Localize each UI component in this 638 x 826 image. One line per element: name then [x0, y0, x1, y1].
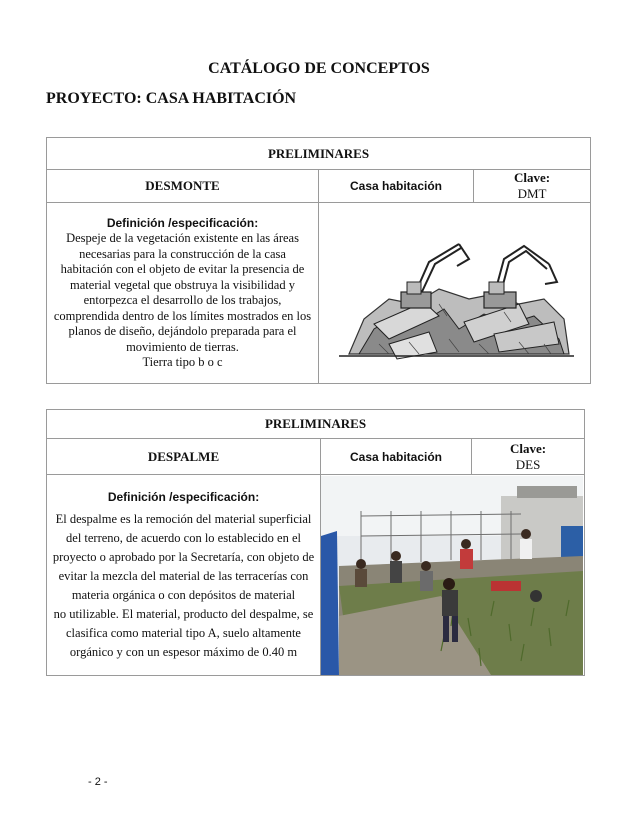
definition-line: material vegetal que obstruya la visibilidad y — [70, 277, 295, 292]
concept-name: DESMONTE — [47, 170, 319, 203]
concept-table-desmonte — [46, 137, 591, 384]
clave-value: DES — [515, 456, 541, 472]
definition-line: El despalme es la remoción del material superficial — [55, 512, 312, 526]
concept-definition — [47, 475, 321, 676]
project-title: PROYECTO: CASA HABITACIÓN — [46, 90, 297, 107]
definition-line: clasifica como material tipo A, suelo altamente — [66, 626, 301, 640]
definition-line: orgánico y con un espesor máximo de 0.40 m — [69, 645, 298, 659]
concept-definition — [47, 203, 319, 384]
definition-line: movimiento de tierras. — [126, 339, 239, 354]
clave-label: Clave: — [513, 170, 551, 185]
definition-line: planos de diseño, dejándolo preparada para el — [68, 324, 297, 338]
definition-line: Tierra tipo b o c — [142, 355, 223, 369]
concept-unit: Casa habitación — [319, 170, 474, 203]
concept-image-cell — [321, 475, 585, 676]
catalog-title: CATÁLOGO DE CONCEPTOS — [208, 60, 430, 77]
clave-value: DMT — [517, 186, 547, 201]
definition-line: del terreno, de acuerdo con lo establecido en el — [66, 531, 301, 545]
definition-line: entorpezca el desarrollo de los trabajos, — [83, 293, 282, 307]
definition-line: habitación con el objeto de evitar la presencia de — [60, 262, 305, 276]
clave-label: Clave: — [509, 440, 547, 456]
concept-clave — [472, 439, 585, 475]
definition-line: Despeje de la vegetación existente en las áreas — [66, 231, 299, 245]
concept-clave — [474, 170, 591, 203]
workers-clearing-photo — [321, 476, 583, 675]
concept-name: DESPALME — [47, 439, 321, 475]
definition-label: Definición /especificación: — [106, 215, 259, 230]
definition-line: materia orgánica o con depósitos de material — [71, 588, 296, 602]
concept-unit: Casa habitación — [321, 439, 472, 475]
section-header: PRELIMINARES — [47, 138, 591, 170]
definition-label: Definición /especificación: — [107, 490, 260, 504]
concept-table-despalme — [46, 409, 585, 676]
definition-line: proyecto o aprobado por la Secretaría, con objeto de — [52, 550, 315, 564]
page-number: - 2 - — [88, 776, 108, 788]
concept-image-cell — [319, 203, 591, 384]
definition-line: evitar la mezcla del material de las terracerías con — [58, 569, 309, 583]
definition-line: necesarias para la construcción de la casa — [79, 246, 286, 261]
excavators-sketch-image — [319, 204, 589, 382]
definition-line: comprendida dentro de los límites mostrados en los — [53, 308, 312, 323]
section-header: PRELIMINARES — [47, 410, 585, 439]
definition-line: no utilizable. El material, producto del despalme, se — [53, 607, 314, 621]
